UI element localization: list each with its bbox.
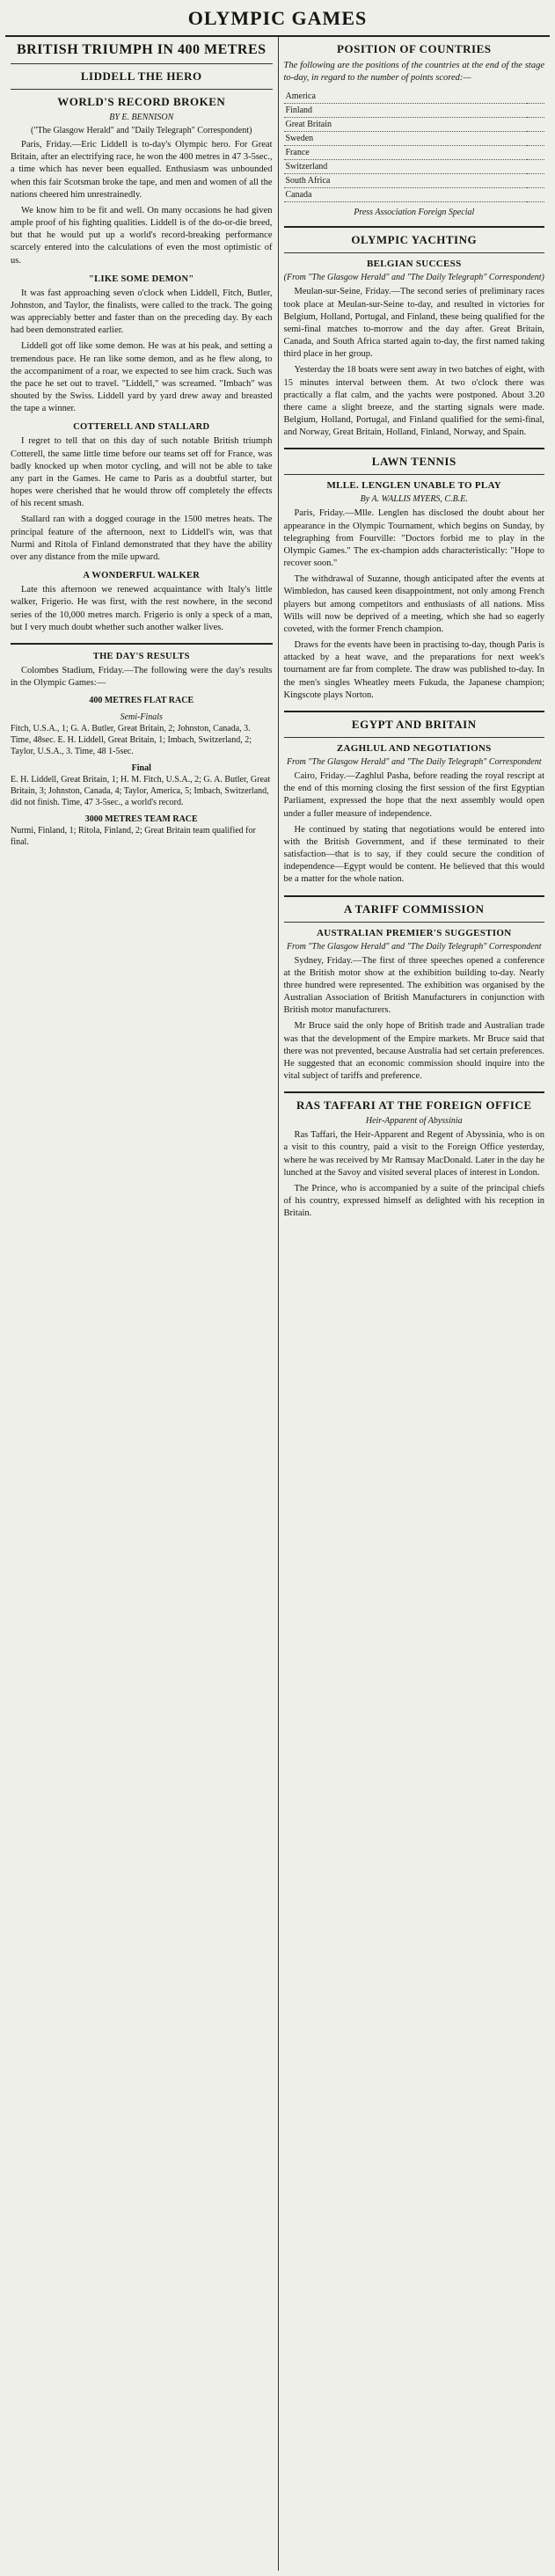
headline-australian-premier: AUSTRALIAN PREMIER'S SUGGESTION: [317, 927, 512, 938]
subheading-cotterell-stallard: COTTERELL AND STALLARD: [73, 422, 210, 433]
article-paragraph: The withdrawal of Suzanne, though anticipated after the events at Wimbledon, has caused keen disappointment, not only among French players but among competitors and enthusiasts of all nations. Miss Wills will now be deprived of a meeting, which she had so eagerly coveted, with the former French champion.: [283, 574, 544, 634]
article-paragraph: Draws for the events have been in practising to-day, though Paris is attacked by a heat wave, and the preparations for next week's tournament are far from complete. The draw was published to-day. In the men's singles Wheatley meets Fukuda, the Japanese champion; Kingscote plays Norton.: [283, 640, 544, 700]
article-paragraph: Paris, Friday.—Mlle. Lenglen has disclosed the doubt about her appearance in the Olympic Tournament, which begins on Sunday, by telegraphing from Fourville: "Doctors forbid me to play in the Olympic Games." The ex-champion adds characteristically: "Hope to recover soon.": [283, 508, 544, 569]
result-text: E. H. Liddell, Great Britain, 1; H. M. Fitch, U.S.A., 2; G. A. Butler, Great Britain, 3; Johnston, Canada, 4; Taylor, America, 5; Imbach, Switzerland, did not finish. Time, 47 3-5sec., a world's record.: [11, 775, 271, 808]
byline: BY E. BENNISON: [109, 113, 174, 122]
divider: [284, 474, 545, 475]
box-title: POSITION OF COUNTRIES: [337, 42, 492, 55]
divider: [284, 711, 545, 712]
divider: [284, 895, 545, 897]
country-name: Sweden: [284, 132, 528, 146]
article-paragraph: Ras Taffari, the Heir-Apparent and Regent of Abyssinia, who is on a visit to this country, paid a visit to the Foreign Office yesterday, where he was received by Mr Ramsay MacDonald. Later in the day he lunched at the Savoy and visited several places of interest in London.: [283, 1130, 545, 1178]
headline-olympic-yachting: OLYMPIC YACHTING: [351, 233, 478, 247]
article-paragraph: Liddell got off like some demon. He was at his peak, and setting a tremendous pace. He ran like some demon, and as he flew along, to the accompaniment of a roar, we expected to see him crack. Such was the pace he set out to travel. "Liddell," was screamed. "Imbach" was shouted by the Swiss. Liddell yard by yard drew away and breasted the tape a winner.: [11, 341, 273, 414]
article-paragraph: Paris, Friday.—Eric Liddell is to-day's Olympic hero. For Great Britain, after an electrifying race, he won the 400 metres in 47 3-5sec., a time which has never been equalled. Enthusiasm was unbounded when this fair Scotsman broke the tape, and men and women of all the nations cheered him unrestrainedly.: [11, 140, 273, 200]
byline-note: (From "The Glasgow Herald" and "The Daily Telegraph" Correspondent): [283, 273, 544, 283]
columns: [5, 37, 550, 2571]
headline-belgian-success: BELGIAN SUCCESS: [366, 259, 462, 270]
result-event: 400 METRES FLAT RACE: [89, 696, 194, 706]
divider: [11, 63, 273, 64]
table-row: [284, 160, 545, 174]
headline-tariff-commission: A TARIFF COMMISSION: [344, 901, 485, 916]
divider: [284, 226, 545, 228]
subheading-wonderful-walker: A WONDERFUL WALKER: [83, 571, 201, 581]
country-name: France: [284, 146, 528, 160]
divider: [284, 922, 545, 923]
table-row: [284, 174, 545, 188]
points-table: [284, 90, 545, 202]
country-points: [527, 146, 544, 160]
results-list: [11, 695, 273, 848]
article-paragraph: We know him to be fit and well. On many occasions he had given ample proof of his fighting qualities. Liddell is of the do-or-die breed, but that he would put up a world's record-breaking performance scarcely entered into the calculations of even the most optimistic of us.: [11, 205, 273, 266]
results-intro: Colombes Stadium, Friday.—The following were the day's results in the Olympic Games:—: [11, 665, 273, 689]
country-points: [527, 118, 544, 132]
headline-british-triumph: BRITISH TRIUMPH IN 400 METRES: [16, 42, 267, 57]
table-row: [284, 90, 545, 104]
article-paragraph: Yesterday the 18 boats were sent away in two batches of eight, with 15 minutes interval between them. At two o'clock there was practically a flat calm, and the yachts were postponed. About 3.20 there came a slight breeze, and the starting signals were made. Belgium, Holland, Portugal, and Finland qualified for the semi-final, and Norway, Great Britain, Holland, Finland, Norway, and Spain.: [283, 365, 544, 438]
headline-zaghlul: ZAGHLUL AND NEGOTIATIONS: [336, 742, 492, 754]
byline-note: Heir-Apparent of Abyssinia: [365, 1116, 463, 1127]
table-row: [284, 188, 545, 202]
subheading-days-results: THE DAY'S RESULTS: [92, 651, 190, 661]
byline: By A. WALLIS MYERS, C.B.E.: [360, 494, 468, 505]
headline-egypt-britain: EGYPT AND BRITAIN: [351, 717, 477, 731]
article-paragraph: Late this afternoon we renewed acquaintance with Italy's little walker, Frigerio. He was first, with the rest nowhere, in the second series of the 10,000 metres march. Frigerio is only a speck of a man, but I very much doubt whether such another walker lives.: [11, 585, 273, 632]
result-stage: Semi-Finals: [120, 712, 163, 723]
table-row: [284, 118, 545, 132]
result-item: [11, 695, 273, 757]
result-item: [11, 763, 273, 808]
box-note: Press Association Foreign Special: [354, 208, 475, 218]
result-event: 3000 METRES TEAM RACE: [84, 814, 198, 825]
byline-note: ("The Glasgow Herald" and "Daily Telegraph" Correspondent): [31, 126, 252, 135]
result-item: [11, 814, 273, 848]
divider: [11, 643, 273, 645]
divider: [284, 252, 545, 253]
table-row: [284, 132, 545, 146]
byline-note: From "The Glasgow Herald" and "The Daily Telegraph" Correspondent: [286, 941, 542, 952]
right-column: [278, 37, 551, 2571]
country-points: [527, 160, 544, 174]
country-name: Switzerland: [284, 160, 528, 174]
country-points: [527, 104, 544, 118]
article-paragraph: It was fast approaching seven o'clock when Liddell, Fitch, Butler, Johnston, and Taylor, the finalists, were called to the track. The going was appreciably better and faster than on the preceding day. By each had been demonstrated earlier.: [11, 288, 273, 336]
divider: [11, 89, 273, 90]
headline-liddell-hero: LIDDELL THE HERO: [80, 69, 202, 83]
headline-world-record: WORLD'S RECORD BROKEN: [57, 95, 226, 108]
article-paragraph: Meulan-sur-Seine, Friday.—The second series of preliminary races took place at Meulan-sur-Seine to-day, and resulted in victories for Belgium, Holland, Portugal, and Finland, these being qualified for the semi-final matches to-morrow and the day after. Great Britain, Canada, and South Africa started again to-day, the first named taking third place in her group.: [283, 287, 544, 360]
result-event: Final: [131, 763, 151, 774]
country-points: [527, 132, 544, 146]
country-name: America: [284, 90, 528, 104]
subheading-like-some-demon: "LIKE SOME DEMON": [89, 274, 194, 284]
left-column: [5, 37, 278, 2571]
masthead: OLYMPIC GAMES: [5, 4, 550, 37]
box-caption: The following are the positions of the countries at the end of the stage to-day, in regard to the number of points scored:—: [283, 61, 544, 84]
article-paragraph: He continued by stating that negotiations would be entered into with the British Government, and if these terminated to their satisfaction—that is to say, if they could secure the condition of independence—Egypt would be content. He believed that this would be a matter for the whole nation.: [283, 824, 544, 885]
divider: [284, 1091, 545, 1093]
headline-lawn-tennis: LAWN TENNIS: [371, 455, 456, 469]
article-paragraph: Cairo, Friday.—Zaghlul Pasha, before reading the royal rescript at the end of this morning closing the first session of the first Egyptian Parliament, expressed the hope that the next assembly would open under a fuller measure of independence.: [283, 770, 544, 819]
byline-note: From "The Glasgow Herald" and "The Daily Telegraph" Correspondent: [286, 756, 542, 767]
country-name: Finland: [284, 104, 528, 118]
result-text: Nurmi, Finland, 1; Ritola, Finland, 2; Great Britain team qualified for final.: [11, 826, 256, 848]
table-row: [284, 104, 545, 118]
country-name: Canada: [284, 188, 528, 202]
country-points: [527, 188, 544, 202]
headline-ras-taffari: RAS TAFFARI AT THE FOREIGN OFFICE: [296, 1098, 532, 1113]
country-name: Great Britain: [284, 118, 528, 132]
article-paragraph: The Prince, who is accompanied by a suite of the principal chiefs of his country, expressed himself as delighted with his reception in Britain.: [283, 1183, 544, 1219]
article-paragraph: I regret to tell that on this day of such notable British triumph Cotterell, the same little time before our teams set off for France, was badly knocked up when motor cycling, and will not be able to take any part in the Games. He came to Paris as a doubtful starter, but hopes were cherished that he would throw off completely the effects of his recent smash.: [11, 436, 273, 509]
table-row: [284, 146, 545, 160]
headline-lenglen: MLLE. LENGLEN UNABLE TO PLAY: [326, 480, 502, 492]
country-points: [527, 174, 544, 188]
divider: [284, 737, 545, 738]
divider: [284, 448, 545, 449]
result-text: Fitch, U.S.A., 1; G. A. Butler, Great Britain, 2; Johnston, Canada, 3. Time, 48sec. E. H. Liddell, Great Britain, 1; Imbach, Switzerland, 2; Taylor, U.S.A., 3. Time, 48 1-5sec.: [11, 724, 252, 757]
country-points: [527, 90, 544, 104]
article-paragraph: Stallard ran with a dogged courage in the 1500 metres heats. The principal feature of the afternoon, next to Liddell's win, was that Nurmi and Ritola of Finland demonstrated that they have the ability over any distance from the mile upward.: [11, 514, 273, 562]
article-paragraph: Sydney, Friday.—The first of three speeches opened a conference at the British motor show at the exhibition building to-day. Nearly three hundred were represented. The exhibition was organised by the Australian Association of British Manufacturers in conjunction with British motor manufacturers.: [283, 955, 544, 1016]
article-paragraph: Mr Bruce said the only hope of British trade and Australian trade was that the development of the Empire markets. Mr Bruce said that there was not prevented, because Australia had set certain preferences. He suggested that an economic commission should inquire into the vital subject of tariffs and preference.: [283, 1021, 544, 1082]
country-name: South Africa: [284, 174, 528, 188]
